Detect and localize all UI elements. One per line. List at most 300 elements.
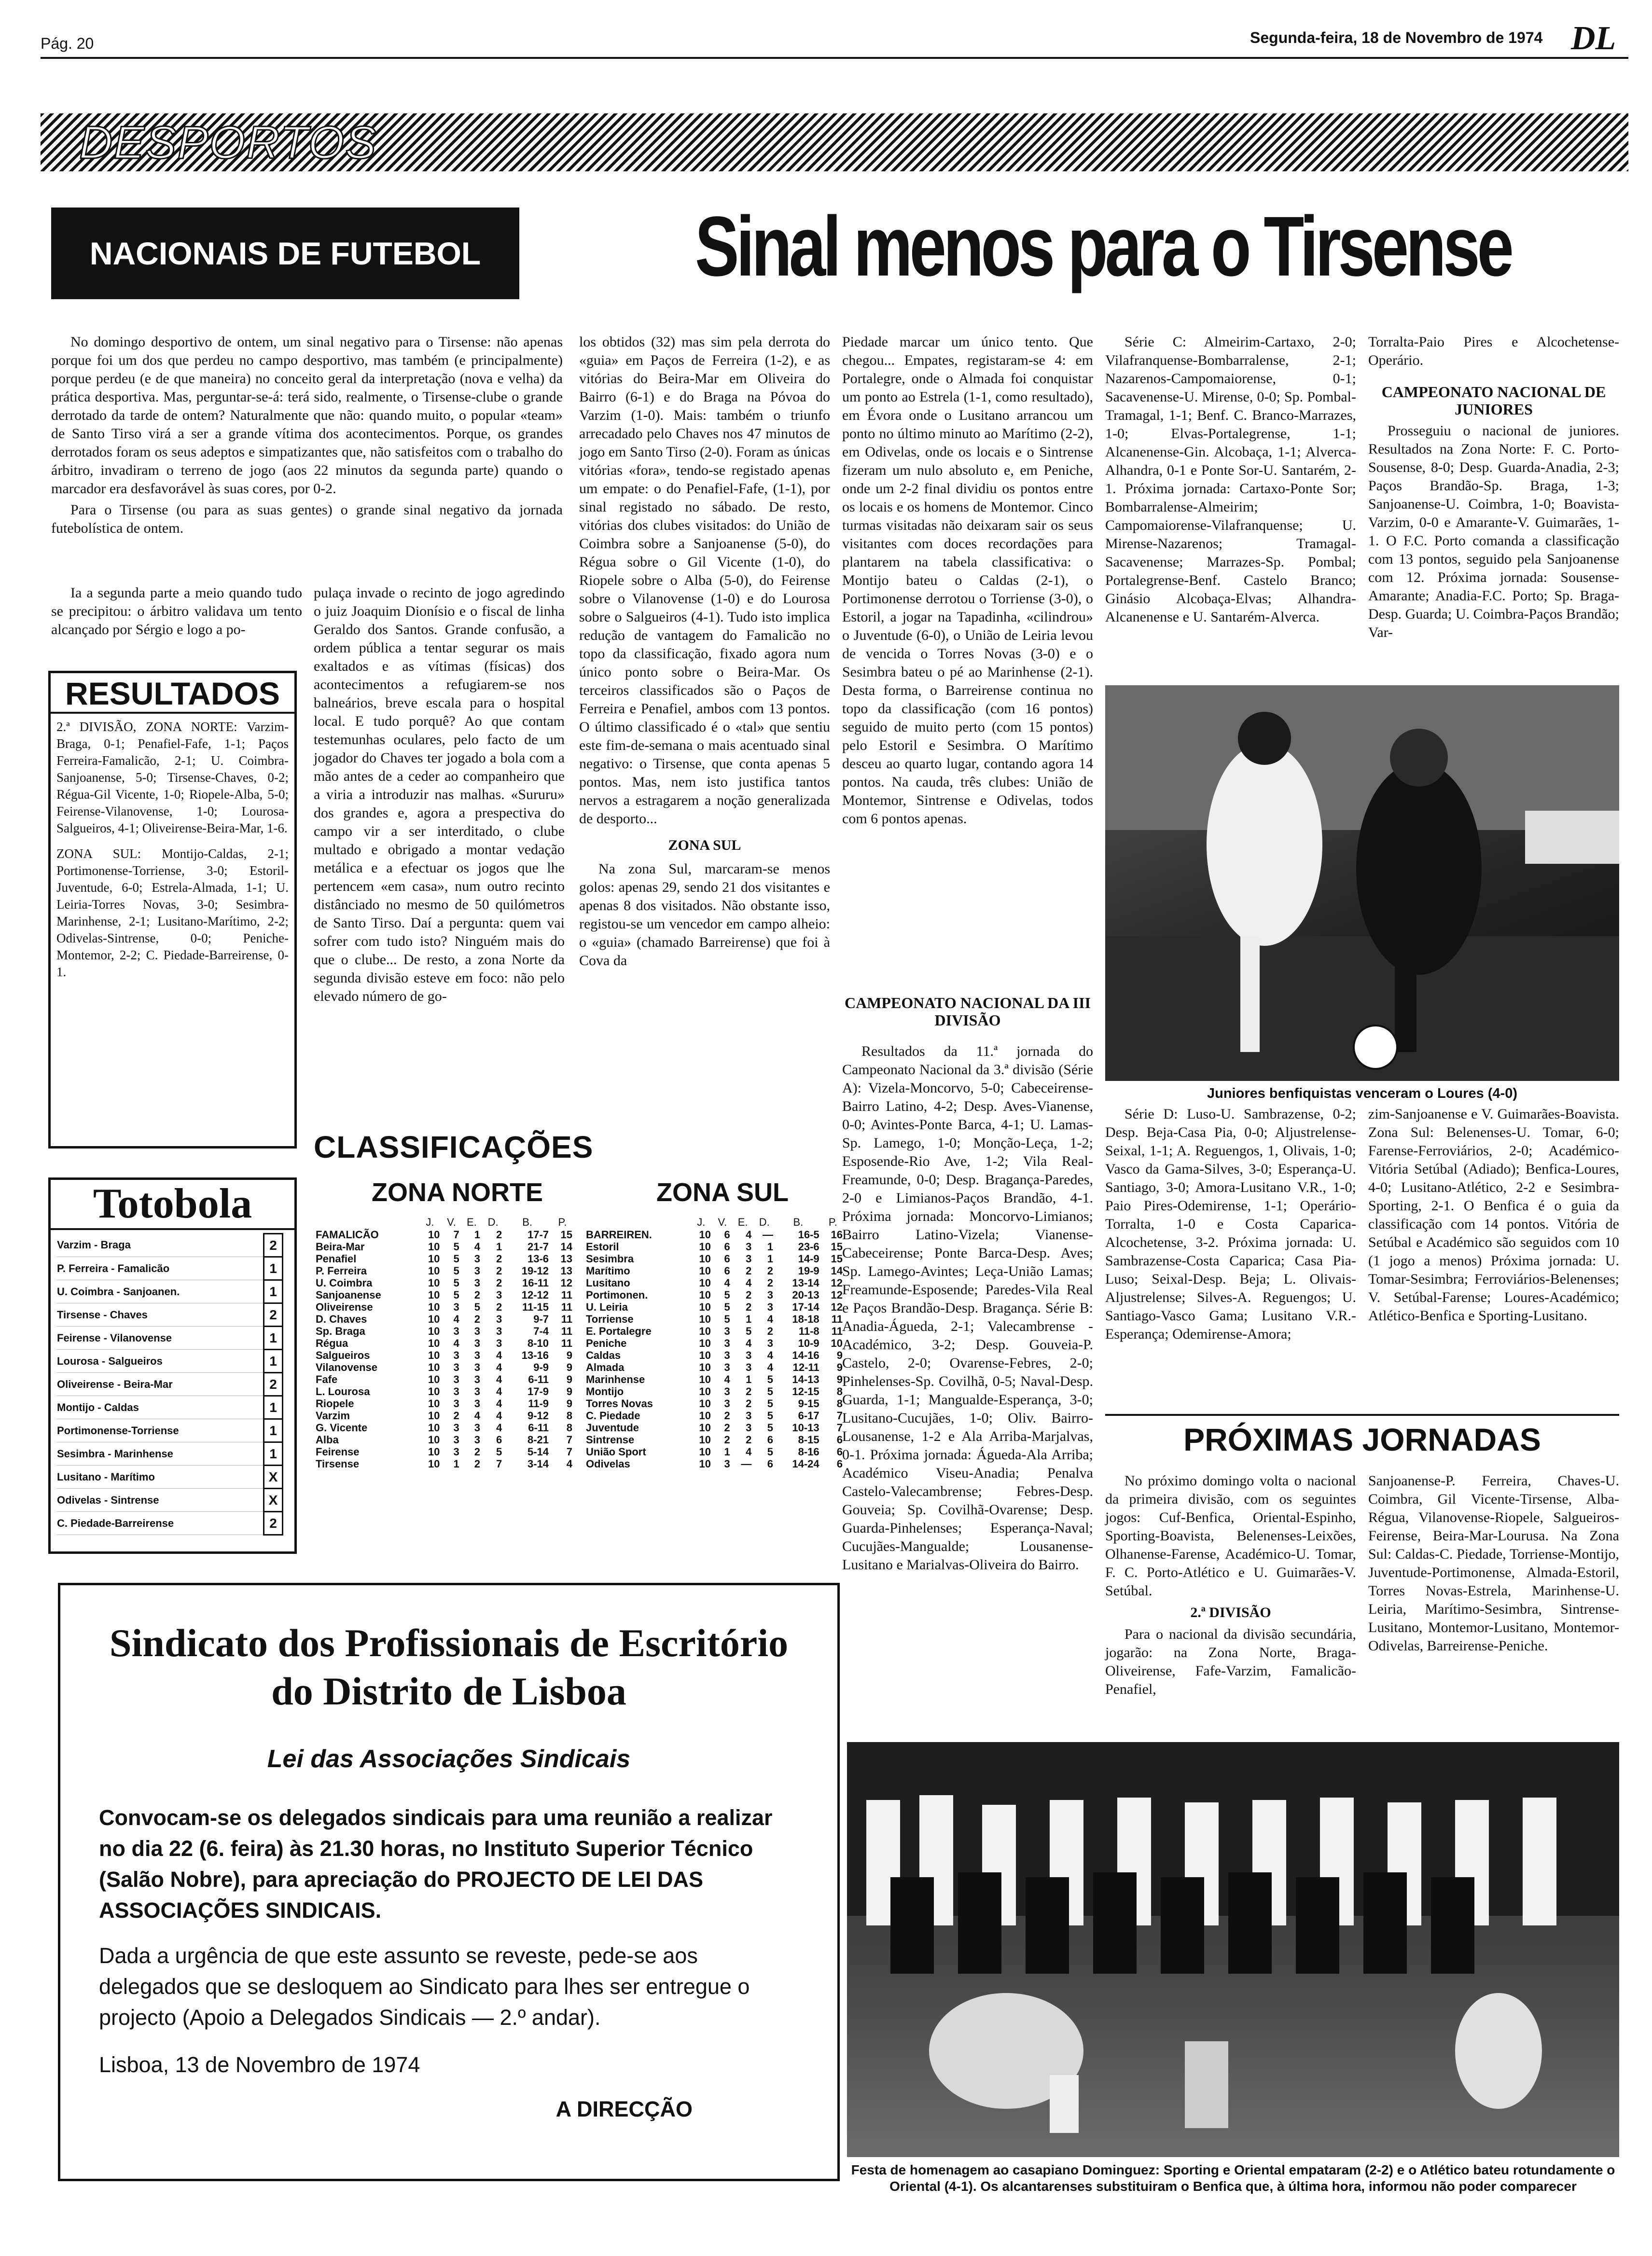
table-cell: 2 (724, 1434, 730, 1446)
zona-sul-heading: ZONA SUL (668, 837, 741, 853)
table-cell: 11 (561, 1289, 572, 1301)
table-cell: 2 (746, 1289, 752, 1301)
ad-title-1: Sindicato dos Profissionais de Escritório (109, 1621, 789, 1665)
col-header: E. (466, 1216, 477, 1228)
table-cell: 5 (767, 1373, 774, 1385)
table-cell: 10 (699, 1241, 711, 1253)
serie-d (1105, 1105, 1356, 1346)
table-row (584, 1229, 845, 1241)
team-name: P. Ferreira (316, 1265, 367, 1277)
table-row (314, 1289, 574, 1301)
table-cell: 6 (836, 1458, 843, 1470)
segunda-divisao-heading: 2.ª DIVISÃO (1190, 1605, 1271, 1620)
article-col2 (314, 584, 565, 1009)
table-cell: 3 (474, 1253, 481, 1265)
totobola-match: Lusitano - Marítimo (56, 1466, 264, 1489)
table-cell: 3 (767, 1289, 774, 1301)
table-cell: 4 (724, 1277, 730, 1289)
category-label: NACIONAIS DE FUTEBOL (89, 235, 481, 271)
totobola-match: Feirense - Vilanovense (56, 1327, 264, 1350)
table-cell: 5 (767, 1410, 774, 1422)
team-name: Sanjoanense (316, 1289, 381, 1301)
table-row (584, 1398, 845, 1410)
totobola-row (56, 1396, 283, 1419)
issue-date: Segunda-feira, 18 de Novembro de 1974 (1250, 29, 1543, 46)
team-name: E. Portalegre (586, 1325, 652, 1337)
article-paragraph: pulaça invade o recinto de jogo agredindo o juiz Joaquim Dionísio e o fiscal de linha Geraldo dos Santos. Grande confusão, a ordem pública a tentar segurar os mais exaltados e as vítimas (físicas) dos acontecimentos a refugiarem-se nos balneários, breve escala para o hospital local. E tudo porquê? Ao que contam testemunhas oculares, pelo facto de um jogador do Chaves ter jogado a bola com a mão antes de a ceder ao companheiro que a viria a introduzir nas malhas. «Sururu» dos grandes e, agora a prespectiva do campo vir a ser interditado, o clube multado e obrigado a montar vedação metálica e a efectuar os jogos que lhe pertencem «em casa», num outro recinto distânciado no mesmo de 50 quilómetros de Santo Tirso. Daí a pergunta: quem vai sofrer com tudo isto? Ninguém mais do que o clube... De resto, a zona Norte da segunda divisão esteve em foco: não pelo elevado número de go- (314, 585, 565, 1004)
table-cell: 14-9 (798, 1253, 819, 1265)
zona-sul-title: ZONA SUL (656, 1178, 789, 1207)
table-cell: 5 (453, 1241, 459, 1253)
totobola-row (56, 1234, 283, 1257)
article-intro (51, 333, 563, 540)
table-cell: 4 (474, 1410, 481, 1422)
table-cell: 6 (836, 1446, 843, 1458)
table-cell: 14-13 (792, 1373, 819, 1385)
page-number: Pág. 20 (41, 35, 94, 52)
team-photo-image (847, 1742, 1619, 2157)
table-cell: 3 (453, 1446, 459, 1458)
table-cell: 12-12 (521, 1289, 549, 1301)
table-cell: 4 (767, 1361, 774, 1373)
team-name: U. Coimbra (316, 1277, 373, 1289)
table-row (314, 1385, 574, 1398)
table-cell: 10 (428, 1253, 440, 1265)
team-name: Beira-Mar (316, 1241, 365, 1253)
table-cell: 3 (746, 1253, 752, 1265)
table-cell: 3 (496, 1289, 502, 1301)
table-cell: 3 (474, 1337, 481, 1349)
ad-title-2: do Distrito de Lisboa (271, 1669, 626, 1713)
table-cell: 2 (496, 1229, 502, 1241)
table-cell: 10 (428, 1410, 440, 1422)
table-cell: 10 (428, 1398, 440, 1410)
col-header: J. (426, 1216, 434, 1228)
team-name: Tirsense (316, 1458, 360, 1470)
table-cell: 3 (474, 1434, 481, 1446)
table-row (584, 1373, 845, 1385)
table-row (314, 1265, 574, 1277)
table-cell: 11 (831, 1313, 843, 1325)
table-cell: 4 (566, 1458, 572, 1470)
table-cell: 3 (746, 1422, 752, 1434)
table-cell: 3 (453, 1301, 459, 1313)
table-cell: 12-11 (792, 1361, 819, 1373)
table-cell: 11 (561, 1301, 572, 1313)
photo-caption: Festa de homenagem ao casapiano Dominguez: Sporting e Oriental empataram (2-2) e o Atlético bateu rotundamente o Oriental (4-1). Os alcantarenses substituiram o Benfica que, à última hora, informou não poder comparecer (851, 2162, 1615, 2194)
table-cell: 3-14 (527, 1458, 549, 1470)
article-paragraph: Para o nacional da divisão secundária, jogarão: na Zona Norte, Braga-Oliveirense, Fafe-Varzim, Famalicão-Penafiel, (1105, 1626, 1356, 1697)
totobola-row (56, 1303, 283, 1327)
table-cell: 14 (560, 1241, 572, 1253)
table-cell: 14-24 (792, 1458, 819, 1470)
table-cell: 3 (746, 1361, 752, 1373)
team-name: C. Piedade (586, 1410, 640, 1422)
team-name: Almada (586, 1361, 625, 1373)
table-cell: 6 (724, 1241, 730, 1253)
team-name: Feirense (316, 1446, 360, 1458)
table-cell: 2 (453, 1410, 459, 1422)
table-cell: 6-11 (528, 1422, 549, 1434)
totobola-title: Totobola (51, 1180, 294, 1230)
table-cell: 5 (453, 1265, 459, 1277)
article-paragraph: Para o Tirsense (ou para as suas gentes) o grande sinal negativo da jornada futebolística de ontem. (51, 502, 563, 536)
table-cell: 10 (699, 1253, 711, 1265)
table-cell: 3 (453, 1361, 459, 1373)
article-paragraph: Resultados da 11.ª jornada do Campeonato Nacional da 3.ª divisão (Série A): Vizela-Moncorvo, 5-0; Cabeceirense-Bairro Latino, 4-2; Desp. Aves-Vianense, 0-0; Avintes-Ponte Barca, 4-1; U. Lamas-Sp. Lamego, 1-0; Monção-Leça, 1-2; Esposende-Rio Ave, 1-2; Vila Real-Freamunde, 0-0; Desp. Bragança-Paredes, 2-0 e Limianos-Paços Brandão, 4-1. Próxima jornada: Moncorvo-Limianos; Bairro Latino-Vizela; Vianense-Cabeceirense; Ponte Barca-Desp. Aves; Sp. Lamego-Avintes; Leça-União Lamas; Freamunde-Esposende; Paredes-Vila Real e Paços Brandão-Desp. Bragança. Série B: Anadia-Águeda, 2-1; Valecambrense - Académico, 3-2; Desp. Gouveia-P. Castelo, 2-0; Ovarense-Febres, 2-0; Pinhelenses-Sp. Covilhã, 0-5; Naval-Desp. Guarda, 1-1; Mangualde-Esperança, 3-0; Lusitano-Cucujães, 1-0; Oliv. Bairro-Lousanense, 1-2 e Ala Arriba-Marjalvas, 0-1. Próxima jornada: Águeda-Ala Arriba; Académico Viseu-Anadia; Penalva Castelo-Valecambrense; Febres-Desp. Gouveia; Sp. Covilhã-Ovarense; Desp. Guarda-Pinhelenses; Esperança-Naval; Cucujães-Mangualde; Lousanense-Lusitano e Marialvas-Oliveira do Bairro. (842, 1043, 1093, 1573)
table-cell: 9 (566, 1373, 572, 1385)
totobola-row (56, 1373, 283, 1396)
totobola-result: 1 (264, 1257, 283, 1280)
table-cell: 4 (767, 1313, 774, 1325)
totobola-row (56, 1327, 283, 1350)
article-paragraph: Torralta-Paio Pires e Alcochetense-Operário. (1368, 334, 1619, 368)
table-row (584, 1385, 845, 1398)
ad-signature: A DIRECÇÃO (555, 2097, 693, 2121)
totobola-row (56, 1512, 283, 1535)
team-name: Penafiel (316, 1253, 357, 1265)
proximas-title: PRÓXIMAS JORNADAS (1183, 1422, 1541, 1457)
team-name: Oliveirense (316, 1301, 373, 1313)
totobola-match: Portimonense-Torriense (56, 1419, 264, 1442)
table-cell: 3 (453, 1398, 459, 1410)
table-cell: 4 (453, 1337, 459, 1349)
table-cell: 10 (428, 1385, 440, 1398)
table-cell: 2 (496, 1253, 502, 1265)
team-name: Marítimo (586, 1265, 630, 1277)
table-row (584, 1277, 845, 1289)
table-cell: 10 (699, 1349, 711, 1361)
table-row (314, 1301, 574, 1313)
table-cell: 4 (767, 1349, 774, 1361)
table-row (314, 1446, 574, 1458)
table-cell: 10 (699, 1458, 711, 1470)
team-name: Estoril (586, 1241, 619, 1253)
table-cell: 2 (767, 1325, 774, 1337)
totobola-row (56, 1257, 283, 1280)
table-row (314, 1337, 574, 1349)
table-cell: 10 (699, 1301, 711, 1313)
team-name: Torres Novas (586, 1398, 653, 1410)
table-cell: 3 (453, 1373, 459, 1385)
table-cell: 6-17 (798, 1410, 819, 1422)
table-cell: 8 (566, 1410, 572, 1422)
table-cell: 6 (724, 1229, 730, 1241)
table-row (584, 1361, 845, 1373)
table-cell: 3 (767, 1337, 774, 1349)
table-cell: 15 (831, 1241, 843, 1253)
photo-caption: Juniores benfiquistas venceram o Loures (4-0) (1207, 1086, 1517, 1101)
table-cell: 10 (699, 1277, 711, 1289)
classificacoes-title: CLASSIFICAÇÕES (314, 1130, 594, 1164)
team-name: Alba (316, 1434, 339, 1446)
table-cell: 9 (566, 1349, 572, 1361)
table-cell: 2 (767, 1265, 774, 1277)
totobola-table (56, 1233, 283, 1536)
article-paragraph: zim-Sanjoanense e V. Guimarães-Boavista. Zona Sul: Belenenses-U. Tomar, 6-0; Farense-Ferroviários, 2-0; Académico-Vitória Setúbal (Adiado); Benfica-Loures, 4-0; Lusitano-Atlético, 2-2 e Sesimbra-Sporting, 2-1. O Benfica é o guia da classificação com 14 pontos. Vitória de Setúbal e Académico são seguidos com 10 (1 jogo a menos) Próxima jornada: U. Tomar-Sesimbra; Ferroviários-Belenenses; V. Setúbal-Farense; Loures-Académico; Atlético-Benfica e Sporting-Lusitano. (1368, 1106, 1619, 1324)
team-name: Montijo (586, 1385, 624, 1398)
table-cell: 3 (474, 1349, 481, 1361)
table-header-row (314, 1216, 574, 1229)
table-cell: 3 (496, 1337, 502, 1349)
table-cell: 6-11 (528, 1373, 549, 1385)
totobola-row (56, 1280, 283, 1303)
article-paragraph: Sanjoanense-P. Ferreira, Chaves-U. Coimbra, Gil Vicente-Tirsense, Alba-Régua, Vilanovense-Riopele, Salgueiros-Feirense, Beira-Mar-Lourusa. Na Zona Sul: Caldas-C. Piedade, Torriense-Montijo, Juventude-Portimonense, Almada-Estoril, Torres Novas-Estrela, Marinhense-U. Leiria, Marítimo-Sesimbra, Sintrense-Lusitano, Montemor-Lusitano, Montemor-Odivelas, Barreirense-Peniche. (1368, 1473, 1619, 1654)
table-cell: 5 (746, 1325, 752, 1337)
team-name: Lusitano (586, 1277, 630, 1289)
table-row (584, 1265, 845, 1277)
table-cell: 11-8 (798, 1325, 819, 1337)
table-cell: 4 (746, 1337, 752, 1349)
col-header: D. (759, 1216, 770, 1228)
table-row (314, 1277, 574, 1289)
table-cell: 3 (474, 1422, 481, 1434)
table-cell: 8 (836, 1398, 843, 1410)
table-cell: 3 (724, 1361, 730, 1373)
table-row (584, 1241, 845, 1253)
table-cell: 10 (428, 1241, 440, 1253)
table-cell: 3 (474, 1325, 481, 1337)
table-cell: 5 (767, 1446, 774, 1458)
table-cell: 4 (496, 1410, 502, 1422)
headline: Sinal menos para o Tirsense (695, 199, 1511, 294)
table-row (584, 1422, 845, 1434)
totobola-result: 2 (264, 1373, 283, 1396)
totobola-result: 1 (264, 1327, 283, 1350)
totobola-row (56, 1442, 283, 1466)
table-cell: 3 (724, 1385, 730, 1398)
col-header: V. (447, 1216, 456, 1228)
team-name: U. Leiria (586, 1301, 628, 1313)
football-players-image (1105, 685, 1619, 1081)
article-paragraph: Piedade marcar um único tento. Que chegou... Empates, registaram-se 4: em Portalegre, onde o Almada foi conquistar um ponto ao Estrela (1-1, como resultado), em Évora onde o Lusitano arrancou um ponto no último minuto ao Marítimo (2-2), em Odivelas, onde os locais e o Sintrense fizeram um nulo absoluto e, em Peniche, onde um 2-2 final dividiu os pontos entre os locais e os homens de Montemor. Cinco turmas visitadas não deixaram sair os seus visitantes com doces recordações para plantarem na tabela classificativa: o Montijo bateu o Caldas (2-1), o Portimonense derrotou o Torriense (3-0), o Estoril, a jogar na Tapadinha, «cilindrou» o Juventude (6-0), o União de Leiria levou de vencida o Torres Novas (3-0) e o Sesimbra bateu o pé ao Marinhense (2-1). Desta forma, o Barreirense continua no topo da classificação (com 16 pontos) seguido de muito perto (com 15 pontos) pelo Estoril e Sesimbra. O Marítimo desceu ao quarto lugar, contando agora 14 pontos. Na cauda, três clubes: União de Montemor, Sintrense e Odivelas, todos com 6 pontos apenas. (842, 334, 1093, 827)
table-cell: 3 (767, 1301, 774, 1313)
table-cell: 10 (699, 1410, 711, 1422)
table-cell: 13-14 (792, 1277, 819, 1289)
table-cell: 9 (836, 1361, 843, 1373)
team-name: Sesimbra (586, 1253, 634, 1265)
col-header: J. (697, 1216, 706, 1228)
table-cell: 2 (746, 1301, 752, 1313)
table-cell: 10 (699, 1361, 711, 1373)
totobola-result: 2 (264, 1234, 283, 1257)
sindicato-ad (58, 1583, 840, 2181)
table-cell: 3 (474, 1277, 481, 1289)
table-cell: 5 (767, 1398, 774, 1410)
table-cell: 1 (746, 1373, 752, 1385)
table-cell: 6 (767, 1434, 774, 1446)
table-cell: 2 (474, 1446, 481, 1458)
table-cell: 11 (561, 1325, 572, 1337)
totobola-result: 1 (264, 1350, 283, 1373)
table-cell: 7 (453, 1229, 459, 1241)
table-cell: 4 (496, 1373, 502, 1385)
team-name: Marinhense (586, 1373, 645, 1385)
table-cell: 3 (453, 1385, 459, 1398)
table-cell: 5 (724, 1289, 730, 1301)
table-cell: 12 (831, 1289, 843, 1301)
table-cell: 10 (831, 1337, 843, 1349)
resultados-title: RESULTADOS (51, 675, 294, 714)
proximas-col1 (1105, 1472, 1356, 1702)
table-cell: 10 (428, 1301, 440, 1313)
table-cell: 2 (746, 1434, 752, 1446)
juniores-cont (1368, 1105, 1619, 1328)
team-name: Peniche (586, 1337, 627, 1349)
table-cell: 3 (724, 1398, 730, 1410)
table-cell: 10 (428, 1434, 440, 1446)
article-paragraph: Na zona Sul, marcaram-se menos golos: apenas 29, sendo 21 dos visitantes e apenas 8 dos visitados. Não obstante isso, registou-se um vencedor em campo alheio: o «guia» (chamado Barreirense) que foi à Cova da (579, 861, 830, 969)
table-cell: 9-15 (798, 1398, 819, 1410)
table-row (314, 1229, 574, 1241)
totobola-result: 2 (264, 1303, 283, 1327)
table-cell: 2 (474, 1289, 481, 1301)
table-cell: 10 (428, 1313, 440, 1325)
table-cell: 5 (724, 1301, 730, 1313)
totobola-result: 1 (264, 1396, 283, 1419)
table-cell: 23-6 (798, 1241, 819, 1253)
table-cell: 4 (496, 1422, 502, 1434)
iii-divisao-text (842, 1042, 1093, 1577)
table-row (314, 1398, 574, 1410)
table-cell: 4 (453, 1313, 459, 1325)
juniores-title: CAMPEONATO NACIONAL DE JUNIORES (1381, 383, 1606, 418)
table-cell: 10 (428, 1289, 440, 1301)
table-cell: 10 (699, 1398, 711, 1410)
totobola-result: 1 (264, 1280, 283, 1303)
table-cell: 10 (428, 1422, 440, 1434)
table-cell: 14 (831, 1265, 843, 1277)
table-cell: 9-12 (527, 1410, 549, 1422)
team-name: Portimonen. (586, 1289, 648, 1301)
article-paragraph: los obtidos (32) mas sim pela derrota do «guia» em Paços de Ferreira (1-2), e as vitórias do Beira-Mar em Oliveira do Bairro (6-1) e do Braga na Póvoa do Varzim (1-0). Mais: também o triunfo arrecadado pelo Chaves nos 47 minutos de jogo em Santo Tirso (2-0). Foram as únicas vitórias «fora», tendo-se registado apenas um empate: o do Penafiel-Fafe, (1-1), por sinal registado no sábado. De resto, vitórias dos clubes visitados: do União de Coimbra sobre a Sanjoanense (5-0), do Régua sobre o Gil Vicente (1-0), do Riopele sobre o Alba (5-0), do Feirense sobre o Vilanovense (1-0) e do Lourosa sobre o Salgueiros (4-1). Tudo isto implica redução de vantagem do Famalicão no topo da classificação, fixado agora num único ponto sobre o Beira-Mar. Os terceiros classificados são o Paços de Ferreira e Penafiel, ambos com 13 pontos. O último classificado é o «tal» que sentiu este fim-de-semana o mais acentuado sinal negativo: o Tirsense, que conta apenas 5 pontos. Mas, nem isto justifica tantos nervos a estragarem a noção generalizada de desporto... (579, 334, 830, 827)
category-banner (51, 208, 519, 299)
totobola-result: 2 (264, 1512, 283, 1535)
proximas-col2 (1368, 1472, 1619, 1658)
team-name: Salgueiros (316, 1349, 370, 1361)
team-name: Riopele (316, 1398, 354, 1410)
totobola-match: Odivelas - Sintrense (56, 1489, 264, 1512)
table-cell: 12 (831, 1277, 843, 1289)
table-cell: — (763, 1229, 774, 1241)
team-name: Vilanovense (316, 1361, 377, 1373)
ad-paragraph-1: Convocam-se os delegados sindicais para uma reunião a realizar no dia 22 (6. feira) às 21.30 horas, no Instituto Superior Técnico (Salão Nobre), para apreciação do PROJECTO DE LEI DAS ASSOCIAÇÕES SINDICAIS. (99, 1805, 773, 1923)
col-header: P. (558, 1216, 567, 1228)
newspaper-logo: DL (1571, 20, 1616, 57)
col-header: B. (793, 1216, 804, 1228)
table-cell: 3 (474, 1398, 481, 1410)
ad-date: Lisboa, 13 de Novembro de 1974 (99, 2052, 420, 2077)
table-cell: 13 (560, 1253, 572, 1265)
totobola-box (48, 1177, 297, 1554)
totobola-match: P. Ferreira - Famalicão (56, 1257, 264, 1280)
table-cell: 11 (561, 1313, 572, 1325)
table-cell: 10 (699, 1434, 711, 1446)
article-col4 (842, 333, 1093, 831)
ad-paragraph-2: Dada a urgência de que este assunto se reveste, pede-se aos delegados que se desloquem ao Sindicato para lhes ser entregue o projecto (Apoio a Delegados Sindicais — 2.º andar). (99, 1943, 750, 2030)
table-cell: 3 (724, 1349, 730, 1361)
article-paragraph: Série D: Luso-U. Sambrazense, 0-2; Desp. Beja-Casa Pia, 0-0; Aljustrelense-Seixal, 1-1; A. Reguengos, 1, Olivais, 1-0; Vasco da Gama-Silves, 3-0; Esperança-U. Santiago, 3-0; Amora-Lusitano V.R., 1-0; Paio Pires-Odemirense, 1-1; Operário-Torralta, 1-0 e Costa Caparica-Alcochetense, 3-2. Próxima jornada: U. Sambrazense-Costa Caparica; Casa Pia-Luso; Seixal-Desp. Beja; L. Olivais-Aljustrelense; Silves-A. Reguengos; U. Santiago-Vasco Gama; Lusitano V.R.-Esperança; Odemirense-Amora; (1105, 1106, 1356, 1342)
serie-c (1105, 333, 1356, 629)
table-cell: 2 (746, 1385, 752, 1398)
table-cell: 13 (560, 1265, 572, 1277)
table-cell: 16-5 (798, 1229, 819, 1241)
table-cell: 10 (699, 1265, 711, 1277)
col-header: B. (522, 1216, 533, 1228)
article-paragraph: Prosseguiu o nacional de juniores. Resultados na Zona Norte: F. C. Porto-Sousense, 8-0; Desp. Guarda-Anadia, 2-3; Paços Brandão-Sp. Braga, 1-3; Sanjoanense-U. Coimbra, 1-0; Boavista-Varzim, 0-0 e Amarante-V. Guimarães, 1-1. O F.C. Porto comanda a classificação com 13 pontos, seguido pela Sanjoanense com 12. Próxima jornada: Sousense-Amarante; Anadia-F.C. Porto; Sp. Braga-Desp. Guarda; U. Coimbra-Paços Brandão; Var- (1368, 423, 1619, 640)
article-col3 (579, 333, 830, 973)
table-cell: 21-7 (527, 1241, 549, 1253)
table-cell: 3 (474, 1361, 481, 1373)
table-cell: 19-9 (798, 1265, 819, 1277)
article-paragraph: No domingo desportivo de ontem, um sinal negativo para o Tirsense: não apenas porque foi um dos que perdeu no campo desportivo, mas também (e principalmente) porque perdeu (e de que maneira) no conceito geral da interpretação (nova e velha) da prática desportiva. Mas, perguntar-se-á: terá sido, realmente, o Tirsense-clube o grande derrotado da tarde de ontem? Naturalmente que não: quando muito, o popular «team» de Santo Tirso virá a ser a grande vítima dos acontecimentos. Porque, os grandes derrotados foram os seus adeptos e simpatizantes que, não satisfeitos com o trabalho do árbitro, invadiram o terreno de jogo (aos 22 minutos da segunda parte) quando o marcador era desfavorável às suas cores, por 0-2. (51, 334, 563, 497)
team-name: Odivelas (586, 1458, 630, 1470)
table-cell: 12 (831, 1301, 843, 1313)
table-cell: 19-12 (521, 1265, 549, 1277)
table-cell: 3 (746, 1349, 752, 1361)
resultados-sul: ZONA SUL: Montijo-Caldas, 2-1; Portimonense-Torriense, 3-0; Estoril-Juventude, 6-0; Estrela-Almada, 1-1; U. Leiria-Torres Novas, 3-0; Sesimbra-Marinhense, 2-1; Lusitano-Marítimo, 2-2; Odivelas-Sintrense, 0-0; Peniche-Montemor, 2-2; C. Piedade-Barreirense, 0-1. (56, 846, 289, 979)
table-cell: 17-7 (527, 1229, 549, 1241)
table-cell: 10 (699, 1289, 711, 1301)
table-cell: 3 (496, 1313, 502, 1325)
table-cell: 15 (560, 1229, 572, 1241)
table-cell: 3 (496, 1325, 502, 1337)
table-cell: 2 (496, 1265, 502, 1277)
table-cell: 6 (836, 1434, 843, 1446)
table-cell: 13-6 (527, 1253, 549, 1265)
totobola-row (56, 1419, 283, 1442)
table-cell: — (741, 1458, 752, 1470)
table-cell: 3 (724, 1337, 730, 1349)
table-cell: 9 (566, 1361, 572, 1373)
table-cell: 9 (566, 1398, 572, 1410)
article-paragraph: No próximo domingo volta o nacional da primeira divisão, com os seguintes jogos: Cuf-Benfica, Oriental-Espinho, Sporting-Boavista, Belenenses-Leixões, Olhanense-Farense, Académico-U. Tomar, F. C. Porto-Atlético e U. Guimarães-V. Setúbal. (1105, 1473, 1356, 1599)
table-cell: 11-9 (528, 1398, 549, 1410)
team-name: Sintrense (586, 1434, 635, 1446)
team-name: Fafe (316, 1373, 338, 1385)
table-cell: 3 (453, 1349, 459, 1361)
table-cell: 7-4 (533, 1325, 549, 1337)
table-row (314, 1253, 574, 1265)
table-cell: 3 (724, 1325, 730, 1337)
resultados-norte: 2.ª DIVISÃO, ZONA NORTE: Varzim-Braga, 0-1; Penafiel-Fafe, 1-1; Paços Ferreira-Famalicão, 2-1; U. Coimbra-Sanjoanense, 5-0; Tirsense-Chaves, 0-2; Régua-Gil Vicente, 1-0; Riopele-Alba, 5-0; Feirense-Vilanovense, 1-0; Lourosa-Salgueiros, 4-1; Oliveirense-Beira-Mar, 1-6. (56, 720, 289, 835)
table-cell: 10-13 (792, 1422, 819, 1434)
ad-subtitle: Lei das Associações Sindicais (267, 1745, 631, 1773)
table-cell: 9-9 (533, 1361, 549, 1373)
team-name: Varzim (316, 1410, 350, 1422)
table-cell: 17-14 (792, 1301, 819, 1313)
table-cell: 10 (699, 1337, 711, 1349)
team-name: D. Chaves (316, 1313, 367, 1325)
table-cell: 4 (496, 1349, 502, 1361)
table-cell: 5-14 (527, 1446, 549, 1458)
table-cell: 11 (831, 1325, 843, 1337)
table-cell: 10 (699, 1385, 711, 1398)
table-cell: 6 (724, 1253, 730, 1265)
table-cell: 10 (428, 1349, 440, 1361)
team-name: BARREIREN. (586, 1229, 652, 1241)
header-rule (41, 57, 1628, 59)
table-cell: 10 (428, 1446, 440, 1458)
zona-norte-title: ZONA NORTE (372, 1178, 543, 1207)
table-cell: 10 (428, 1373, 440, 1385)
table-cell: 18-18 (792, 1313, 819, 1325)
table-cell: 3 (453, 1325, 459, 1337)
table-cell: 1 (767, 1253, 774, 1265)
table-cell: 16 (831, 1229, 843, 1241)
table-row (584, 1313, 845, 1325)
article-paragraph: Ia a segunda parte a meio quando tudo se precipitou: o árbitro validava um tento alcançado por Sérgio e logo a po- (51, 585, 302, 637)
